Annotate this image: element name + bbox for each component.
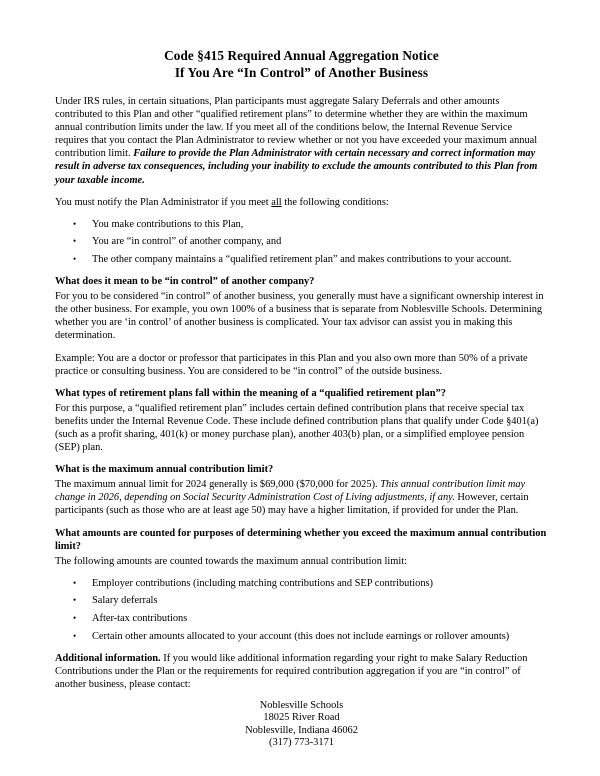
page-title-line-2: If You Are “In Control” of Another Business xyxy=(174,64,429,80)
section-heading-max-limit: What is the maximum annual contribution limit? xyxy=(55,464,274,476)
section-heading-plan-types: What types of retirement plans fall within the meaning of a “qualified retirement plan”? xyxy=(55,387,446,399)
list-item xyxy=(55,218,548,231)
counted-amounts-list xyxy=(55,577,548,643)
section-example-in-control: Example: You are a doctor or professor that participates in this Plan and you also own more than 50% of a private practice or consulting business. You are considered to be “in control” of the outside business. xyxy=(55,352,528,377)
contact-street: 18025 River Road xyxy=(263,712,340,724)
list-item xyxy=(55,630,548,643)
list-item-text: After-tax contributions xyxy=(92,613,188,624)
intro-paragraph xyxy=(55,95,548,187)
list-item xyxy=(55,253,548,266)
max-limit-text-after: However, certain participants (such as those who are at least age 50) may have a higher limitation, if provided for under the Plan. xyxy=(55,492,529,517)
bullet-icon: • xyxy=(73,253,77,264)
list-item xyxy=(55,594,548,607)
max-limit-italic-note: This annual contribution limit may change in 2026, depending on Social Security Administration Cost of Living adjustments, if any. xyxy=(55,479,526,504)
additional-information-paragraph xyxy=(55,652,548,691)
list-item-text: Salary deferrals xyxy=(92,595,158,607)
bullet-icon: • xyxy=(73,577,77,588)
intro-paragraph-emphasis: Failure to provide the Plan Administrator with certain necessary and correct information may result in adverse tax consequences, including your inability to exclude the amounts contributed to this Plan from your taxable income. xyxy=(55,148,538,186)
additional-information-lead: Additional information. xyxy=(55,652,161,664)
section-paragraph-max-limit xyxy=(55,478,548,517)
page-title-line-1: Code §415 Required Annual Aggregation Notice xyxy=(164,48,439,63)
contact-block xyxy=(55,700,548,750)
contact-organization: Noblesville Schools xyxy=(259,699,344,711)
intro-paragraph-normal: Under IRS rules, in certain situations, Plan participants must aggregate Salary Deferrals and other amounts contributed to this Plan and other “qualified retirement plans” to determine whether they are within the maximum annual contribution limits under the law. If you meet all of the conditions below, the Internal Revenue Service requires that you contact the Plan Administrator to review whether or not you have exceeded your maximum annual contribution limit. xyxy=(55,96,538,160)
conditions-lead-in-after: the following conditions: xyxy=(281,196,389,208)
list-item-text: The other company maintains a “qualified retirement plan” and makes contributions to your account. xyxy=(92,253,512,265)
list-item xyxy=(55,577,548,590)
list-item-text: Certain other amounts allocated to your account (this does not include earnings or rollover amounts) xyxy=(92,630,510,642)
conditions-lead-in-before: You must notify the Plan Administrator if you meet xyxy=(55,196,272,208)
list-item-text: You make contributions to this Plan, xyxy=(92,218,244,230)
conditions-lead-in-underlined: all xyxy=(271,196,282,208)
conditions-lead-in xyxy=(55,196,548,209)
list-item xyxy=(55,235,548,248)
list-item xyxy=(55,612,548,625)
list-item-text: You are “in control” of another company, and xyxy=(92,236,282,248)
conditions-list xyxy=(55,218,548,266)
max-limit-text-before: The maximum annual limit for 2024 generally is $69,000 ($70,000 for 2025). xyxy=(55,479,381,491)
bullet-icon: • xyxy=(73,218,77,229)
section-paragraph-in-control: For you to be considered “in control” of another business, you generally must have a significant ownership interest in the other business. For example, you own 100% of a business that is separate from Noblesville Schools. Determining whether you are ‘in control’ of another business is complicated. Your tax advisor can assist you in making this determination. xyxy=(55,291,544,342)
section-paragraph-plan-types: For this purpose, a “qualified retirement plan” includes certain defined contribution plans that receive special tax benefits under the Internal Revenue Code. These include defined contribution plans that qualify under Code §401(a) (such as a profit sharing, 401(k) or money purchase plan), another 403(b) plan, or a simplified employee pension (SEP) plan. xyxy=(55,402,539,454)
contact-city-state-zip: Noblesville, Indiana 46062 xyxy=(245,724,358,736)
additional-information-text: If you would like additional information regarding your right to make Salary Reduction Contributions under the Plan or the requirements for required contribution aggregation if you are “in control” of another business, please contact: xyxy=(55,652,528,690)
bullet-icon: • xyxy=(73,630,77,641)
page-title xyxy=(55,48,548,81)
counted-amounts-lead-in: The following amounts are counted towards the maximum annual contribution limit: xyxy=(55,555,408,567)
section-heading-counted-amounts: What amounts are counted for purposes of determining whether you exceed the maximum annual contribution limit? xyxy=(55,527,547,552)
bullet-icon: • xyxy=(73,613,77,623)
section-heading-in-control: What does it mean to be “in control” of another company? xyxy=(55,276,315,288)
bullet-icon: • xyxy=(73,236,77,247)
list-item-text: Employer contributions (including matching contributions and SEP contributions) xyxy=(92,577,434,589)
bullet-icon: • xyxy=(73,595,77,606)
contact-phone: (317) 773-3171 xyxy=(269,737,334,749)
